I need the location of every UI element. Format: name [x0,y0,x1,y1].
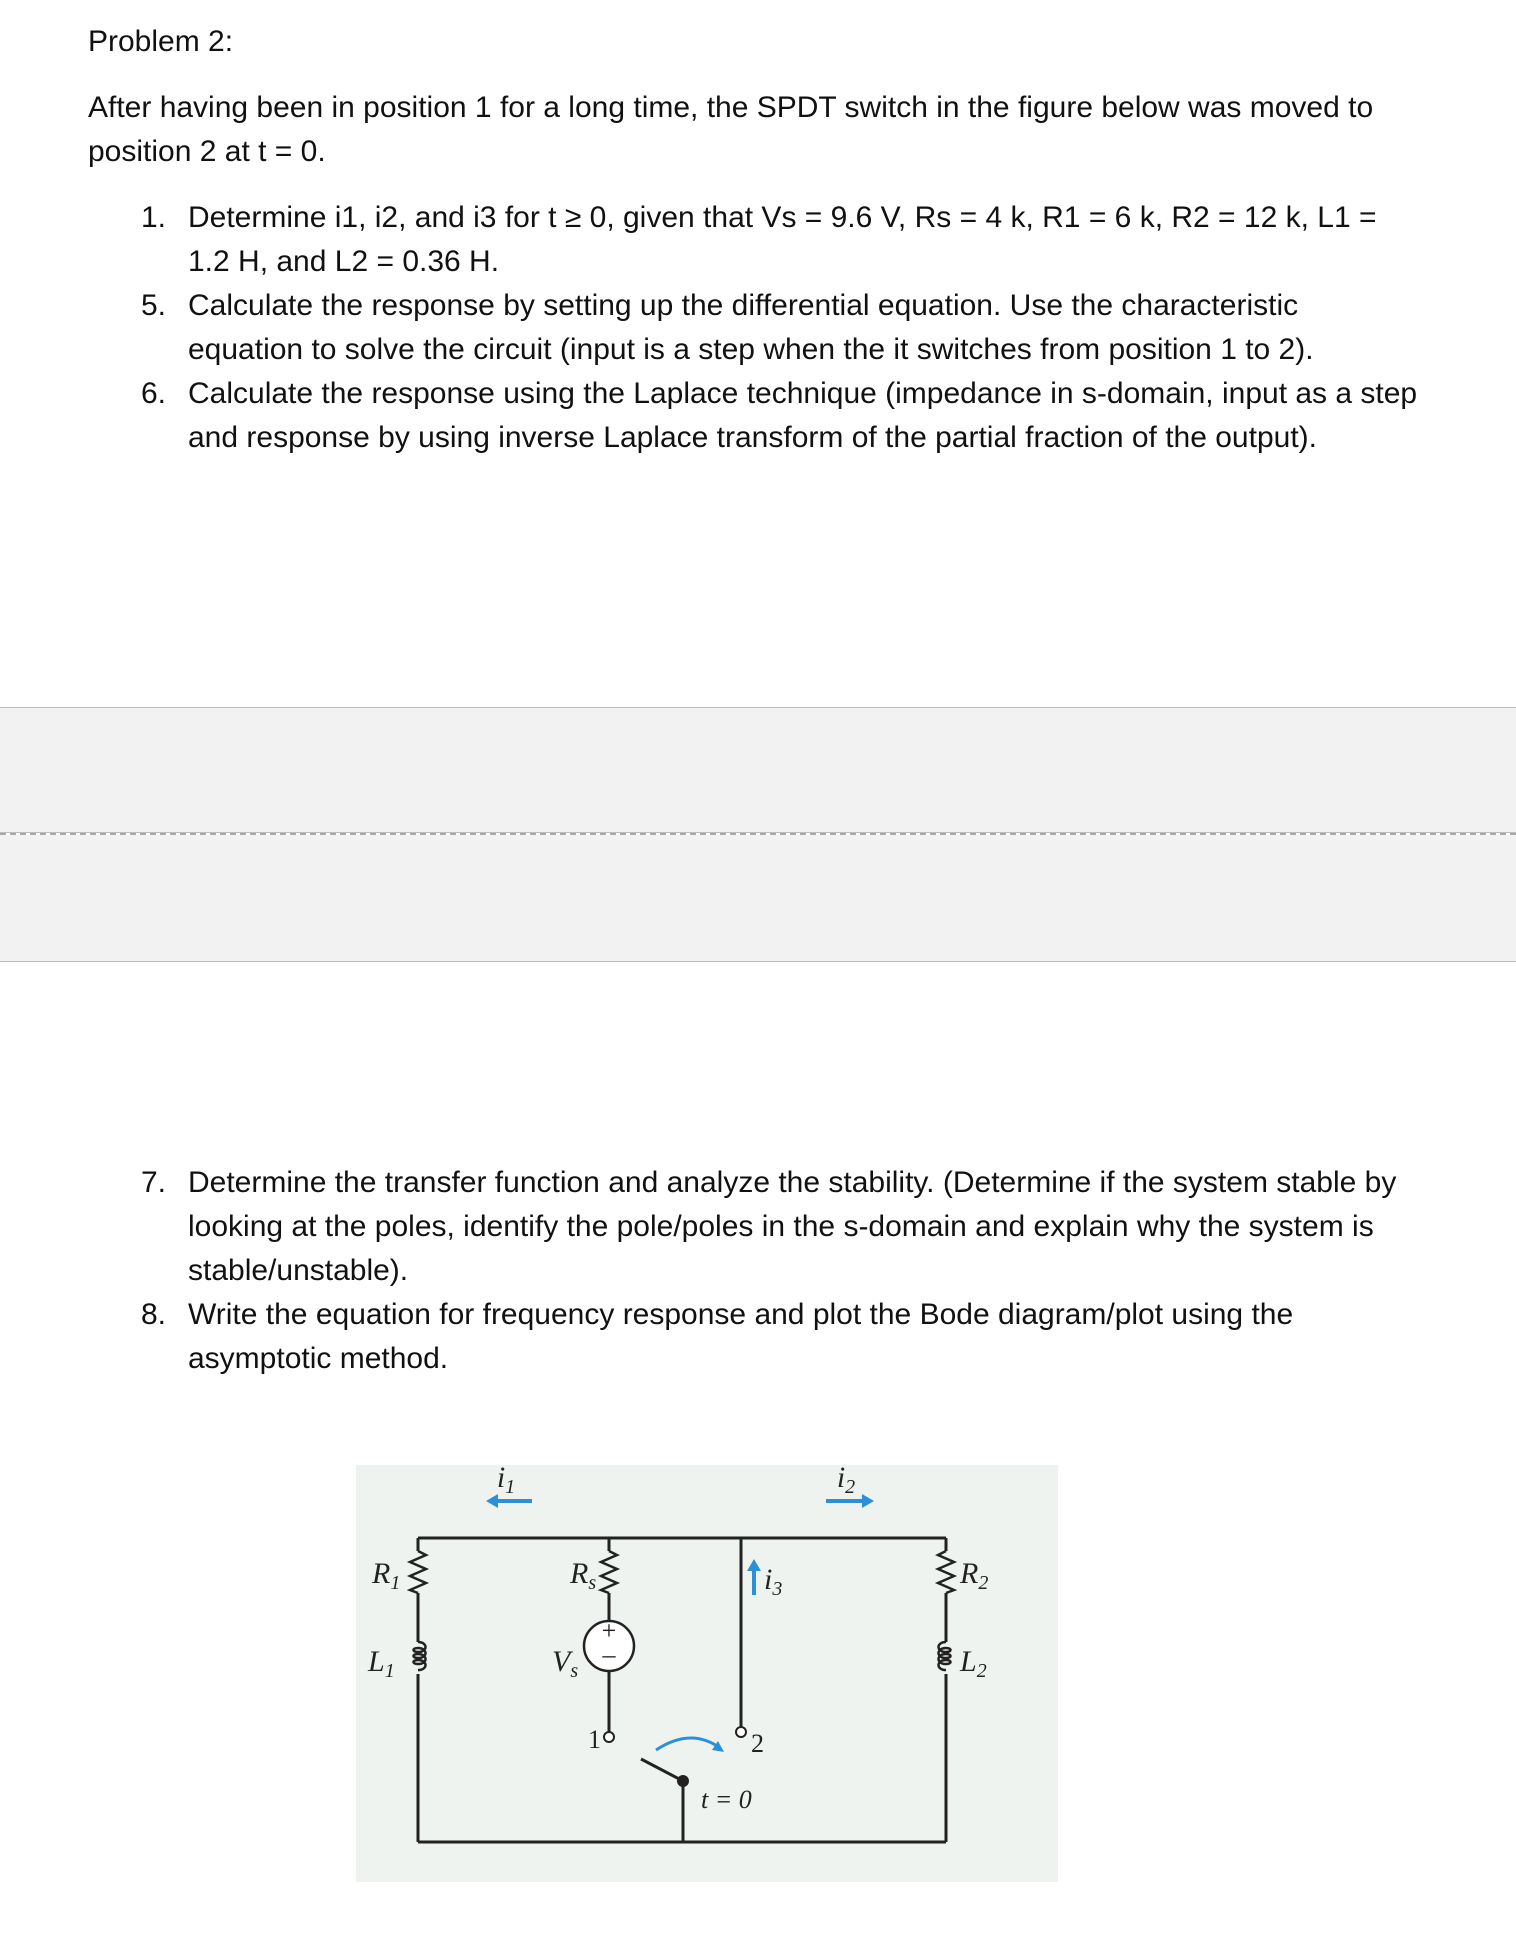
question-number: 7. [140,1166,166,1199]
question-item [88,196,1418,284]
label-rs: $R_s$ [570,1557,597,1594]
question-number: 8. [140,1298,166,1331]
problem-title: Problem 2: [88,25,234,58]
question-text: Determine the transfer function and analyze the stability. (Determine if the system stable by looking at the poles, identify the pole/poles in the s-domain and explain why the system is stable/unstable). [188,1166,1397,1287]
circuit-figure [356,1465,1058,1882]
question-number: 5. [140,289,166,322]
page-gap-lower [0,835,1516,962]
label-switch-position-2: 2 [751,1729,764,1758]
label-r2: $R_2$ [960,1557,989,1594]
question-text: Calculate the response by setting up the differential equation. Use the characteristic equation to solve the circuit (input is a step when the it switches from position 1 to 2). [188,289,1314,366]
label-r1: $R_1$ [372,1557,401,1594]
question-text: Calculate the response using the Laplace technique (impedance in s-domain, input as a step and response by using inverse Laplace transform of the partial fraction of the output). [188,377,1418,454]
question-number: 1. [140,201,166,234]
question-text: Determine i1, i2, and i3 for t ≥ 0, given that Vs = 9.6 V, Rs = 4 k, R1 = 6 k, R2 = 12 k, L1 = 1.2 H, and L2 = 0.36 H. [188,201,1377,278]
question-list-part2 [88,1161,1418,1381]
question-item [88,284,1418,372]
question-item [88,372,1418,460]
switch-terminal-1 [604,1732,614,1742]
label-l1: $L_1$ [368,1645,395,1682]
label-l2: $L_2$ [960,1645,987,1682]
question-text: Write the equation for frequency response and plot the Bode diagram/plot using the asymptotic method. [188,1298,1294,1375]
label-vs: $V_s$ [552,1645,579,1682]
source-minus-sign: – [602,1640,616,1669]
label-i3: $i_3$ [764,1563,783,1600]
label-switch-time: t = 0 [701,1785,752,1814]
circuit-diagram [356,1465,1058,1882]
page-gap-upper [0,707,1516,833]
question-list-part1 [88,196,1418,460]
switch-terminal-2 [736,1727,746,1737]
label-i2: $i_2$ [836,1465,856,1498]
question-number: 6. [140,377,166,410]
question-item [88,1161,1418,1293]
problem-statement: After having been in position 1 for a long time, the SPDT switch in the figure below was moved to position 2 at t = 0. [88,91,1374,168]
label-switch-position-1: 1 [588,1725,601,1754]
question-item [88,1293,1418,1381]
figure-background [356,1465,1058,1882]
source-plus-sign: + [601,1616,617,1645]
label-i1: $i_1$ [496,1465,516,1498]
